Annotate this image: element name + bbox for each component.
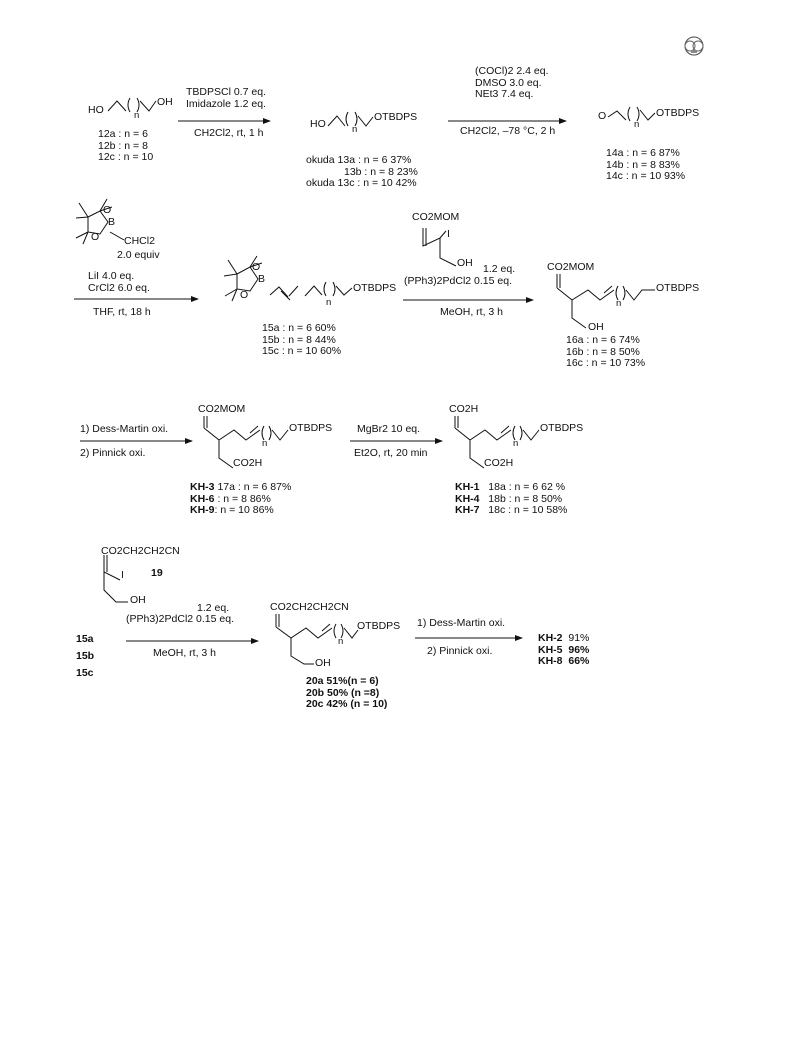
reagent-o2: O	[91, 231, 100, 243]
cyanoester-alkenol	[104, 555, 128, 602]
boronate-otbdps: OTBDPS	[353, 282, 397, 294]
arrow-2-conditions: CH2Cl2, –78 °C, 2 h	[460, 125, 556, 137]
vinyl-chain-15	[270, 286, 352, 297]
arrow-7-conditions: MeOH, rt, 3 h	[153, 647, 217, 659]
alcohol-otbdps: OTBDPS	[374, 111, 418, 123]
compound-15-list: 15a 15b 15c	[76, 633, 95, 679]
arrow-4-catalyst: (PPh3)2PdCl2 0.15 eq.	[404, 275, 512, 287]
boronate-o2: O	[240, 289, 249, 301]
reagent19-number: 19	[151, 567, 163, 579]
diol-ho: HO	[88, 104, 104, 116]
reagent19-ester: CO2CH2CH2CN	[101, 545, 180, 557]
iodo-i: I	[447, 228, 450, 240]
reagent-b: B	[108, 216, 116, 228]
reagent19-oh: OH	[130, 594, 146, 606]
reagent-equiv: 2.0 equiv	[117, 249, 160, 261]
diol-chain	[108, 101, 156, 111]
repeat-n: n	[513, 438, 519, 449]
compound-15-labels: 15a : n = 6 60% 15b : n = 8 44% 15c : n = 10 60%	[262, 322, 342, 357]
diol-oh: OH	[157, 96, 173, 108]
arrow-3-reagents: LiI 4.0 eq. CrCl2 6.0 eq.	[88, 270, 150, 294]
repeat-n: n	[326, 297, 332, 308]
boronate-b: B	[258, 273, 266, 285]
compound-13-labels: okuda 13a : n = 6 37% 13b : n = 8 23% okuda 13c : n = 10 42%	[306, 154, 418, 189]
alcohol-chain	[328, 116, 373, 126]
arrow-3-conditions: THF, rt, 18 h	[93, 306, 151, 318]
diene-16	[557, 274, 655, 328]
arrow-1-reagents: TBDPSCl 0.7 eq. Imidazole 1.2 eq.	[186, 86, 266, 110]
repeat-n: n	[338, 636, 344, 647]
university-seal-icon	[685, 37, 703, 55]
boronate-o1: O	[252, 261, 261, 273]
compound-20-labels: 20a 51%(n = 6) 20b 50% (n =8) 20c 42% (n = 10)	[306, 675, 388, 710]
diacid-otbdps: OTBDPS	[289, 422, 333, 434]
compound-12-labels: 12a : n = 6 12b : n = 8 12c : n = 10	[98, 128, 154, 163]
repeat-n: n	[616, 298, 622, 309]
arrow-6-conditions: Et2O, rt, 20 min	[354, 447, 428, 459]
iodo-alkenol	[423, 228, 456, 266]
diene-co2mom: CO2MOM	[547, 261, 595, 273]
diene-oh: OH	[588, 321, 604, 333]
diacid-co2mom: CO2MOM	[198, 403, 246, 415]
compound-16-labels: 16a : n = 6 74% 16b : n = 8 50% 16c : n = 10 73%	[566, 334, 646, 369]
acid-otbdps: OTBDPS	[540, 422, 584, 434]
vinyl-bracket	[324, 282, 335, 296]
arrow-7-catalyst: (PPh3)2PdCl2 0.15 eq.	[126, 613, 234, 625]
arrow-1-conditions: CH2Cl2, rt, 1 h	[194, 127, 264, 139]
diene-otbdps: OTBDPS	[656, 282, 700, 294]
aldehyde-chain	[608, 110, 655, 120]
cyano-otbdps: OTBDPS	[357, 620, 401, 632]
compound-18-labels: KH-1 18a : n = 6 62 % KH-4 18b : n = 8 50% KH-7 18c : n = 10 58%	[455, 481, 568, 516]
arrow-4-conditions: MeOH, rt, 3 h	[440, 306, 504, 318]
arrow-4-eq: 1.2 eq.	[483, 263, 516, 275]
cyano-oh: OH	[315, 657, 331, 669]
aldehyde-o: O	[598, 110, 607, 122]
cyano-ester: CO2CH2CH2CN	[270, 601, 349, 613]
alcohol-ho: HO	[310, 118, 326, 130]
arrow-8-step1: 1) Dess-Martin oxi.	[417, 617, 506, 629]
repeat-n: n	[262, 438, 268, 449]
arrow-8-step2: 2) Pinnick oxi.	[427, 645, 493, 657]
arrow-6-reagent: MgBr2 10 eq.	[357, 423, 421, 435]
diacid-co2h: CO2H	[233, 457, 263, 469]
repeat-n: n	[134, 110, 140, 121]
iodo-oh: OH	[457, 257, 473, 269]
compound-14-labels: 14a : n = 6 87% 14b : n = 8 83% 14c : n = 10 93%	[606, 147, 686, 182]
acid-co2h: CO2H	[484, 457, 514, 469]
arrow-7-eq: 1.2 eq.	[197, 602, 230, 614]
reagent-chcl2: CHCl2	[124, 235, 155, 247]
repeat-n: n	[634, 119, 640, 130]
reagent19-i: I	[121, 569, 124, 581]
compound-17-labels: KH-3 17a : n = 6 87% KH-6 : n = 8 86% KH-9: n = 10 86%	[190, 481, 292, 516]
final-products: KH-2 91% KH-5 96% KH-8 66%	[538, 632, 590, 667]
arrow-2-reagents: (COCl)2 2.4 eq. DMSO 3.0 eq. NEt3 7.4 eq.	[475, 65, 549, 100]
acid-co2h-top: CO2H	[449, 403, 479, 415]
repeat-n: n	[352, 124, 358, 135]
reagent-o1: O	[103, 204, 112, 216]
aldehyde-otbdps: OTBDPS	[656, 107, 700, 119]
arrow-5-step1: 1) Dess-Martin oxi.	[80, 423, 169, 435]
arrow-5-step2: 2) Pinnick oxi.	[80, 447, 146, 459]
iodoester-co2mom: CO2MOM	[412, 211, 460, 223]
